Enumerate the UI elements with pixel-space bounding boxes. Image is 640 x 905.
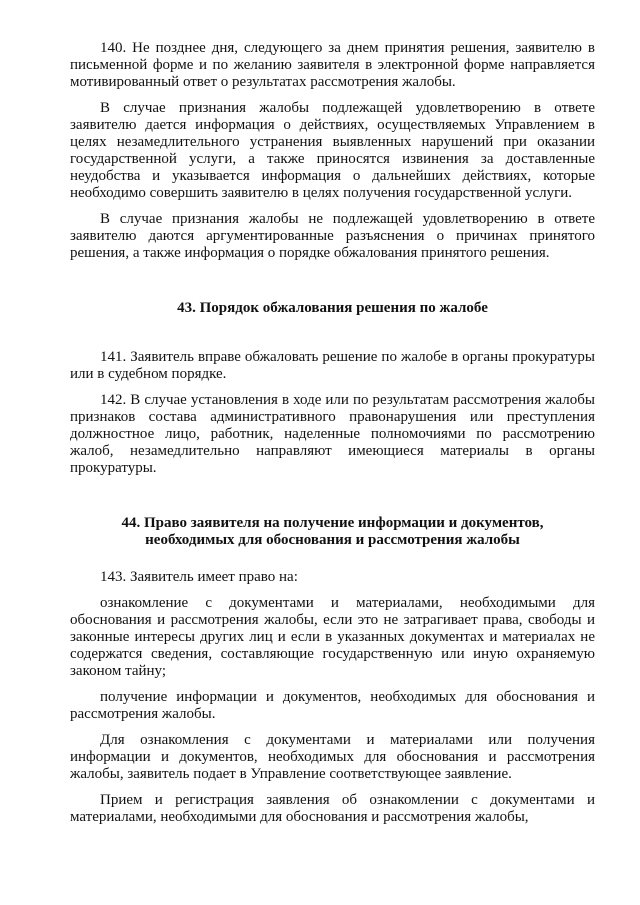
paragraph-reject: В случае признания жалобы не подлежащей удовлетворению в ответе заявителю даются аргументированные разъяснения о причинах принятого решения, а также информация о порядке обжалования принятого решения.: [70, 211, 595, 261]
paragraph-apply: Для ознакомления с документами и материалами или получения информации и документов, необходимых для обоснования и рассмотрения жалобы, заявитель подает в Управление соответствующее заявление.: [70, 732, 595, 782]
paragraph-140: 140. Не позднее дня, следующего за днем принятия решения, заявителю в письменной форме и по желанию заявителя в электронной форме направляется мотивированный ответ о результатах рассмотрения жалобы.: [70, 40, 595, 90]
paragraph-register: Прием и регистрация заявления об ознакомлении с документами и материалами, необходимыми для обоснования и рассмотрения жалобы,: [70, 792, 595, 825]
paragraph-141: 141. Заявитель вправе обжаловать решение по жалобе в органы прокуратуры или в судебном порядке.: [70, 349, 595, 382]
paragraph-satisfy: В случае признания жалобы подлежащей удовлетворению в ответе заявителю дается информация о действиях, осуществляемых Управлением в целях незамедлительного устранения выявленных нарушений при оказании государственной услуги, а также приносятся извинения за доставленные неудобства и указывается информация о дальнейших действиях, которые необходимо совершить заявителю в целях получения государственной услуги.: [70, 100, 595, 201]
section-43-heading: 43. Порядок обжалования решения по жалобе: [177, 300, 488, 316]
section-44-heading-line2: необходимых для обоснования и рассмотрения жалобы: [145, 532, 520, 548]
paragraph-receive: получение информации и документов, необходимых для обоснования и рассмотрения жалобы.: [70, 689, 595, 722]
paragraph-143: 143. Заявитель имеет право на:: [100, 569, 298, 585]
section-44-heading-line1: 44. Право заявителя на получение информации и документов,: [121, 515, 544, 531]
paragraph-142: 142. В случае установления в ходе или по результатам рассмотрения жалобы признаков состава административного правонарушения или преступления должностное лицо, работник, наделенные полномочиями по рассмотрению жалоб, незамедлительно направляют имеющиеся материалы в органы прокуратуры.: [70, 392, 595, 476]
paragraph-familiarize: ознакомление с документами и материалами, необходимыми для обоснования и рассмотрения жалобы, если это не затрагивает права, свободы и законные интересы других лиц и если в указанных документах и материалах не содержатся сведения, составляющие государственную или иную охраняемую законом тайну;: [70, 595, 595, 679]
